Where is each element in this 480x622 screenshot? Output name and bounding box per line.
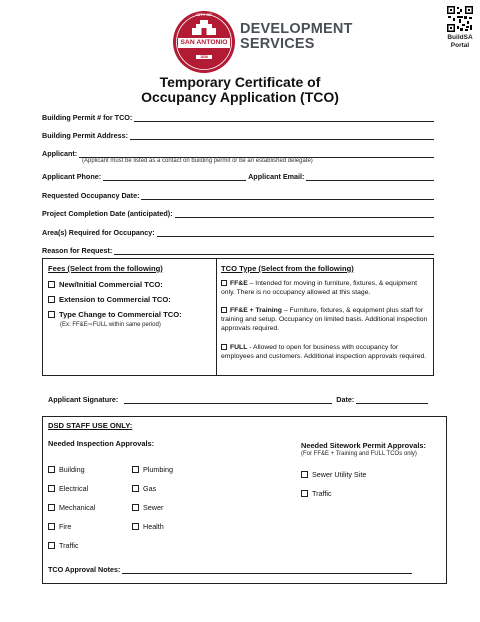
approval-notes-row — [48, 563, 412, 574]
checkbox-plumbing[interactable] — [132, 466, 139, 473]
approval-notes-field[interactable] — [122, 566, 412, 574]
inspection-traffic-label: Traffic — [59, 541, 79, 550]
seal-main-text: SAN ANTONIO — [180, 39, 228, 46]
sitework-sewer-utility-label: Sewer Utility Site — [312, 470, 367, 479]
signature-label: Applicant Signature: — [48, 395, 119, 404]
checkbox-mechanical[interactable] — [48, 504, 55, 511]
checkbox-building[interactable] — [48, 466, 55, 473]
date-label: Date: — [336, 395, 355, 404]
reason-field[interactable] — [114, 247, 434, 255]
applicant-email-label: Applicant Email: — [248, 172, 305, 181]
checkbox-sewer[interactable] — [132, 504, 139, 511]
qr-caption-line-1: BuildSA — [447, 34, 473, 41]
staff-use-box — [42, 416, 447, 584]
permit-address-label: Building Permit Address: — [42, 131, 128, 140]
tco-type-full-name: FULL — [230, 344, 248, 351]
inspection-traffic[interactable] — [48, 541, 79, 550]
inspection-sewer[interactable] — [132, 503, 163, 512]
box-divider — [216, 259, 217, 375]
inspection-building-label: Building — [59, 465, 85, 474]
inspection-plumbing-label: Plumbing — [143, 465, 173, 474]
completion-date-row — [42, 207, 434, 218]
areas-row — [42, 226, 434, 237]
sitework-heading: Needed Sitework Permit Approvals: — [301, 441, 426, 450]
qr-caption-line-2: Portal — [450, 42, 470, 49]
date-field[interactable] — [356, 396, 428, 404]
inspection-mechanical[interactable] — [48, 503, 95, 512]
checkbox-inspection-traffic[interactable] — [48, 542, 55, 549]
sitework-traffic[interactable] — [301, 489, 332, 498]
department-line-1: DEVELOPMENT — [240, 21, 353, 37]
applicant-note: (Applicant must be listed as a contact on building permit or be an established delegate) — [82, 158, 313, 164]
inspection-plumbing[interactable] — [132, 465, 173, 474]
areas-label: Area(s) Required for Occupancy: — [42, 228, 155, 237]
checkbox-ffe-training[interactable] — [221, 307, 227, 313]
inspection-health[interactable] — [132, 522, 164, 531]
permit-number-label: Building Permit # for TCO: — [42, 113, 133, 122]
fee-option-extension-label: Extension to Commercial TCO: — [59, 295, 171, 304]
fees-heading: Fees (Select from the following) — [48, 264, 163, 273]
department-line-2: SERVICES — [240, 36, 315, 52]
checkbox-type-change-tco[interactable] — [48, 311, 55, 318]
signature-row — [48, 393, 428, 404]
tco-type-ffe-training-text: – Furniture, fixtures, & equipment plus staff for training and setup. Occupancy on limited basis. Additional inspection approvals required. — [221, 307, 428, 332]
sitework-note: (For FF&E + Training and FULL TCOs only) — [301, 451, 417, 457]
department-name — [240, 22, 353, 52]
contact-row — [42, 170, 434, 181]
inspection-electrical[interactable] — [48, 484, 88, 493]
form-title-line-2: Occupancy Application (TCO) — [141, 89, 339, 105]
checkbox-new-tco[interactable] — [48, 281, 55, 288]
city-seal-logo — [172, 10, 236, 74]
tco-type-ffe-name: FF&E — [230, 280, 248, 287]
tco-type-full-text: - Allowed to open for business with occupancy for employees and customers. Additional inspection approvals required. — [221, 344, 427, 360]
checkbox-ffe[interactable] — [221, 280, 227, 286]
completion-date-label: Project Completion Date (anticipated): — [42, 209, 173, 218]
applicant-phone-field[interactable] — [103, 173, 246, 181]
inspection-electrical-label: Electrical — [59, 484, 89, 493]
areas-field[interactable] — [157, 229, 434, 237]
applicant-row — [42, 147, 434, 158]
seal-year-text: 1836 — [200, 55, 208, 59]
applicant-email-field[interactable] — [306, 173, 434, 181]
checkbox-gas[interactable] — [132, 485, 139, 492]
occupancy-date-row — [42, 189, 434, 200]
permit-address-field[interactable] — [130, 132, 434, 140]
tco-type-ffe-text: – Intended for moving in furniture, fixtures, & equipment only. There is no occupancy allowed at this stage. — [221, 280, 418, 296]
inspection-health-label: Health — [143, 522, 164, 531]
permit-address-row — [42, 129, 434, 140]
inspection-mechanical-label: Mechanical — [59, 503, 96, 512]
tco-type-ffe-training[interactable] — [221, 306, 429, 333]
applicant-phone-label: Applicant Phone: — [42, 172, 102, 181]
signature-field[interactable] — [124, 396, 332, 404]
tco-type-full[interactable] — [221, 343, 429, 361]
inspection-sewer-label: Sewer — [143, 503, 164, 512]
seal-top-text: CITY OF — [196, 12, 212, 17]
fee-option-type-change[interactable] — [48, 310, 182, 320]
inspection-building[interactable] — [48, 465, 85, 474]
checkbox-health[interactable] — [132, 523, 139, 530]
staff-heading: DSD STAFF USE ONLY: — [48, 421, 133, 430]
checkbox-sewer-utility-site[interactable] — [301, 471, 308, 478]
inspection-gas-label: Gas — [143, 484, 157, 493]
fees-tco-type-box — [42, 258, 434, 376]
inspection-fire[interactable] — [48, 522, 71, 531]
completion-date-field[interactable] — [175, 210, 434, 218]
applicant-label: Applicant: — [42, 149, 78, 158]
tco-type-ffe-training-name: FF&E + Training — [230, 307, 282, 314]
form-title-line-1: Temporary Certificate of — [159, 74, 321, 90]
inspection-heading: Needed Inspection Approvals: — [48, 439, 155, 448]
tco-type-heading: TCO Type (Select from the following) — [221, 264, 354, 273]
tco-type-ffe[interactable] — [221, 279, 429, 297]
inspection-fire-label: Fire — [59, 522, 72, 531]
qr-code-icon[interactable] — [447, 6, 473, 32]
qr-caption — [436, 34, 480, 50]
reason-label: Reason for Request: — [42, 246, 113, 255]
fee-option-type-change-label: Type Change to Commercial TCO: — [59, 310, 182, 319]
permit-number-row — [42, 111, 434, 122]
type-change-note: (Ex: FF&E⇨FULL within same period) — [60, 322, 161, 328]
occupancy-date-label: Requested Occupancy Date: — [42, 191, 140, 200]
permit-number-field[interactable] — [134, 114, 434, 122]
occupancy-date-field[interactable] — [141, 192, 434, 200]
checkbox-sitework-traffic[interactable] — [301, 490, 308, 497]
sitework-sewer-utility[interactable] — [301, 470, 366, 479]
fee-option-new[interactable] — [48, 280, 163, 290]
checkbox-fire[interactable] — [48, 523, 55, 530]
applicant-field[interactable] — [79, 150, 434, 158]
checkbox-extension-tco[interactable] — [48, 296, 55, 303]
inspection-gas[interactable] — [132, 484, 156, 493]
reason-row — [42, 244, 434, 255]
fee-option-extension[interactable] — [48, 295, 171, 305]
checkbox-electrical[interactable] — [48, 485, 55, 492]
checkbox-full[interactable] — [221, 344, 227, 350]
fee-option-new-label: New/Initial Commercial TCO: — [59, 280, 163, 289]
approval-notes-label: TCO Approval Notes: — [48, 565, 121, 574]
sitework-traffic-label: Traffic — [312, 489, 332, 498]
